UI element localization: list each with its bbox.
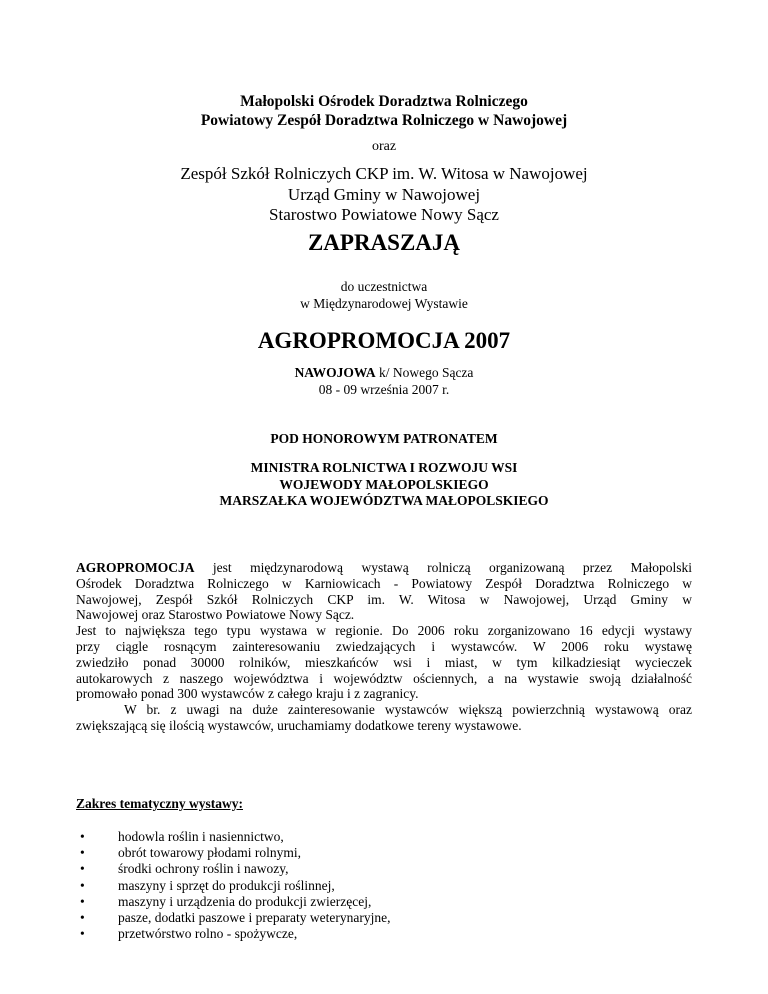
paragraph-line: Jest to największa tego typu wystawa w regionie. Do 2006 roku zorganizowano 16 edycji wystawy [76, 623, 692, 639]
topics-heading: Zakres tematyczny wystawy: [76, 796, 243, 811]
invite-subtitle-line: do uczestnictwa [340, 279, 428, 294]
bullet-icon: • [80, 845, 85, 861]
patron-line: MARSZAŁKA WOJEWÓDZTWA MAŁOPOLSKIEGO [219, 493, 549, 508]
list-item-text: maszyny i sprzęt do produkcji roślinnej, [118, 877, 335, 893]
invite-subtitle-line: w Międzynarodowej Wystawie [300, 296, 468, 311]
patron-line: WOJEWODY MAŁOPOLSKIEGO [279, 476, 489, 492]
topics-list [76, 829, 391, 942]
partner-line: Zespół Szkół Rolniczych CKP im. W. Witosa w Nawojowej [180, 164, 588, 183]
list-item [76, 829, 391, 845]
partner-line: Starostwo Powiatowe Nowy Sącz [269, 205, 499, 224]
partner-line: Urząd Gminy w Nawojowej [287, 184, 481, 204]
list-item-text: obrót towarowy płodami rolnymi, [118, 845, 301, 861]
bullet-icon: • [80, 910, 85, 926]
partner-block [0, 164, 768, 226]
paragraph-line: Nawojowej, Zespół Szkół Rolniczych CKP im. W. Witosa w Nawojowej, Urząd Gminy w [76, 591, 692, 607]
organizer-line: Małopolski Ośrodek Doradztwa Rolniczego [240, 93, 528, 110]
list-item [76, 910, 391, 926]
bullet-icon: • [80, 861, 85, 877]
list-item-text: maszyny i urządzenia do produkcji zwierzęcej, [118, 893, 372, 909]
patronage-heading: POD HONOROWYM PATRONATEM [270, 431, 498, 446]
lead-bold: AGROPROMOCJA [76, 560, 195, 575]
list-item [76, 894, 391, 910]
organizer-block [0, 92, 768, 130]
patron-list [0, 460, 768, 510]
paragraph-line: Nawojowej oraz Starostwo Powiatowe Nowy Sącz. [76, 607, 355, 623]
list-item [76, 845, 391, 861]
list-item [76, 926, 391, 942]
invite-subtitle [0, 278, 768, 312]
list-item-text: środki ochrony roślin i nawozy, [118, 861, 289, 877]
event-place [0, 364, 768, 398]
bullet-icon: • [80, 877, 85, 893]
patron-line: MINISTRA ROLNICTWA I ROZWOJU WSI [250, 460, 518, 475]
conjunction-oraz: oraz [371, 139, 397, 154]
list-item [76, 861, 391, 877]
event-dates: 08 - 09 września 2007 r. [318, 382, 450, 397]
event-location-rest: k/ Nowego Sącza [375, 365, 474, 380]
paragraph-line: zwiększającą się ilością wystawców, uruchamiamy dodatkowe tereny wystawowe. [76, 717, 522, 733]
invite-title: ZAPRASZAJĄ [307, 230, 461, 255]
bullet-icon: • [80, 829, 85, 844]
list-item-text: hodowla roślin i nasiennictwo, [118, 829, 284, 844]
paragraph-line: zwiedziło ponad 30000 rolników, mieszkańców wsi i miast, w tym kilkadziesiąt wycieczek [76, 654, 692, 670]
event-location [0, 364, 768, 381]
description-text [76, 560, 692, 734]
list-item [76, 878, 391, 894]
paragraph-line: Ośrodek Doradztwa Rolniczego w Karniowicach - Powiatowy Zespół Doradztwa Rolniczego w [76, 575, 692, 591]
list-item-text: przetwórstwo rolno - spożywcze, [118, 926, 298, 942]
paragraph-line: autokarowych z naszego województwa i województw ościennych, a na wystawie swoją działalność [76, 670, 692, 686]
paragraph-line: przy ciągle rosnącym zainteresowaniu zwiedzających i wystawców. W 2006 roku wystawę [76, 638, 692, 654]
bullet-icon: • [80, 926, 85, 942]
event-location-bold: NAWOJOWA [294, 365, 376, 380]
paragraph-line: promowało ponad 300 wystawców z całego kraju i z zagranicy. [76, 686, 419, 702]
list-item-text: pasze, dodatki paszowe i preparaty weterynaryjne, [118, 910, 391, 926]
event-name: AGROPROMOCJA 2007 [257, 328, 511, 353]
lead-rest: jest międzynarodową wystawą rolniczą organizowaną przez Małopolski [194, 560, 692, 575]
organizer-line: Powiatowy Zespół Doradztwa Rolniczego w Nawojowej [200, 112, 568, 129]
bullet-icon: • [80, 893, 85, 909]
paragraph-line: W br. z uwagi na duże zainteresowanie wystawców większą powierzchnią wystawową oraz [124, 702, 692, 718]
paragraph-line [76, 560, 692, 576]
